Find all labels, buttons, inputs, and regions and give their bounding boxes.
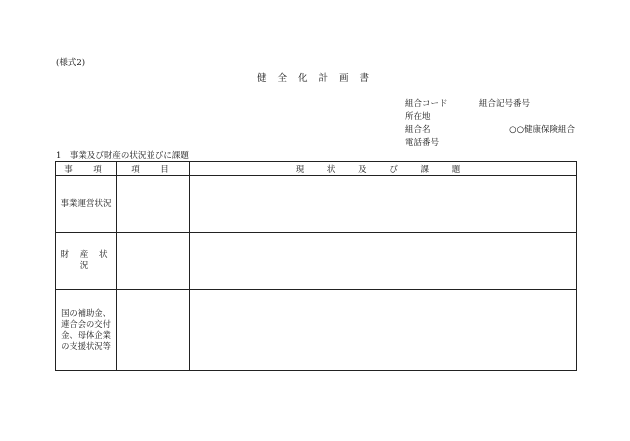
header-matter: 事 項 (56, 162, 117, 176)
name-row (405, 123, 575, 136)
code-value: 組合記号番号 (479, 99, 531, 109)
item-cell[interactable] (117, 176, 190, 233)
status-table (55, 161, 577, 371)
row-label-assets: 財 産 状 況 (56, 233, 117, 290)
section-heading: 1 事業及び財産の状況並びに課題 (56, 151, 189, 161)
item-cell[interactable] (117, 233, 190, 290)
document-title: 健 全 化 計 画 書 (256, 73, 374, 84)
status-cell[interactable] (190, 176, 577, 233)
name-value: ○○健康保険組合 (509, 125, 575, 135)
table-header-row (56, 162, 577, 176)
status-cell[interactable] (190, 290, 577, 371)
code-label: 組合コード (405, 99, 448, 109)
name-label: 組合名 (405, 125, 431, 135)
association-info-block (405, 97, 575, 149)
row-label-subsidies: 国の補助金、連合会の交付金、母体企業の支援状況等 (56, 290, 117, 371)
form-number: (様式2) (56, 58, 86, 68)
table-row (56, 290, 577, 371)
phone-label: 電話番号 (405, 138, 440, 148)
table-row (56, 233, 577, 290)
header-item: 項 目 (117, 162, 190, 176)
status-cell[interactable] (190, 233, 577, 290)
phone-row (405, 136, 575, 149)
address-row (405, 110, 575, 123)
table-row (56, 176, 577, 233)
header-status-issues: 現 状 及 び 課 題 (190, 162, 577, 176)
item-cell[interactable] (117, 290, 190, 371)
address-label: 所在地 (405, 112, 431, 122)
code-row (405, 97, 575, 110)
row-label-operations: 事業運営状況 (56, 176, 117, 233)
